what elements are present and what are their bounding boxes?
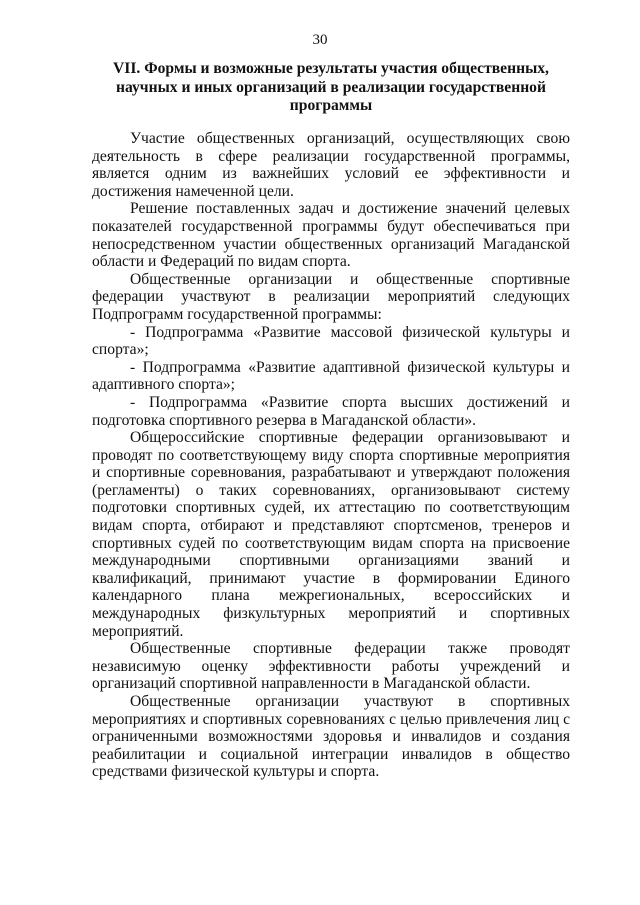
- paragraph-federations: Общероссийские спортивные федерации организовывают и проводят по соответствующему виду спорта спортивные мероприятия и спортивные соревнования, разрабатывают и утверждают положения (регламенты) о таких соревнованиях, организовывают систему подготовки спортивных судей, их аттестацию по соответствующим видам спорта, отбирают и представляют спортсменов, тренеров и спортивных судей по соответствующим видам спорта на присвоение международными спортивными организациями званий и квалификаций, принимают участие в формировании Единого календарного плана межрегиональных, всероссийских и международных физкультурных мероприятий и спортивных мероприятий.: [92, 429, 570, 640]
- paragraph-subprograms-intro: Общественные организации и общественные спортивные федерации участвуют в реализации мероприятий следующих Подпрограмм государственной программы:: [92, 270, 570, 323]
- subprogram-item-adaptive-sport: - Подпрограмма «Развитие адаптивной физической культуры и адаптивного спорта»;: [92, 358, 570, 394]
- section-title: VII. Формы и возможные результаты участия общественных, научных и иных организаций в реализации государственной программы: [113, 60, 549, 114]
- paragraph-independent-evaluation: Общественные спортивные федерации также проводят независимую оценку эффективности работы учреждений и организаций спортивной направленности в Магаданской области.: [92, 640, 570, 693]
- paragraph-tasks: Решение поставленных задач и достижение значений целевых показателей государственной программы будут обеспечиваться при непосредственном участии общественных организаций Магаданской области и Федераций по видам спорта.: [92, 200, 570, 271]
- subprogram-item-high-achievement: - Подпрограмма «Развитие спорта высших достижений и подготовка спортивного резерва в Магаданской области».: [92, 393, 570, 429]
- paragraph-participation: Участие общественных организаций, осуществляющих свою деятельность в сфере реализации государственной программы, является одним из важнейших условий ее эффективности и достижения намеченной цели.: [92, 130, 570, 200]
- subprogram-item-mass-sport: - Подпрограмма «Развитие массовой физической культуры и спорта»;: [92, 323, 570, 359]
- paragraph-inclusion: Общественные организации участвуют в спортивных мероприятиях и спортивных соревнованиях с целью привлечения лиц с ограниченными возможностями здоровья и инвалидов и создания реабилитации и социальной интеграции инвалидов в общество средствами физической культуры и спорта.: [92, 693, 570, 781]
- section-body: [92, 130, 570, 781]
- page-number: 30: [312, 32, 328, 48]
